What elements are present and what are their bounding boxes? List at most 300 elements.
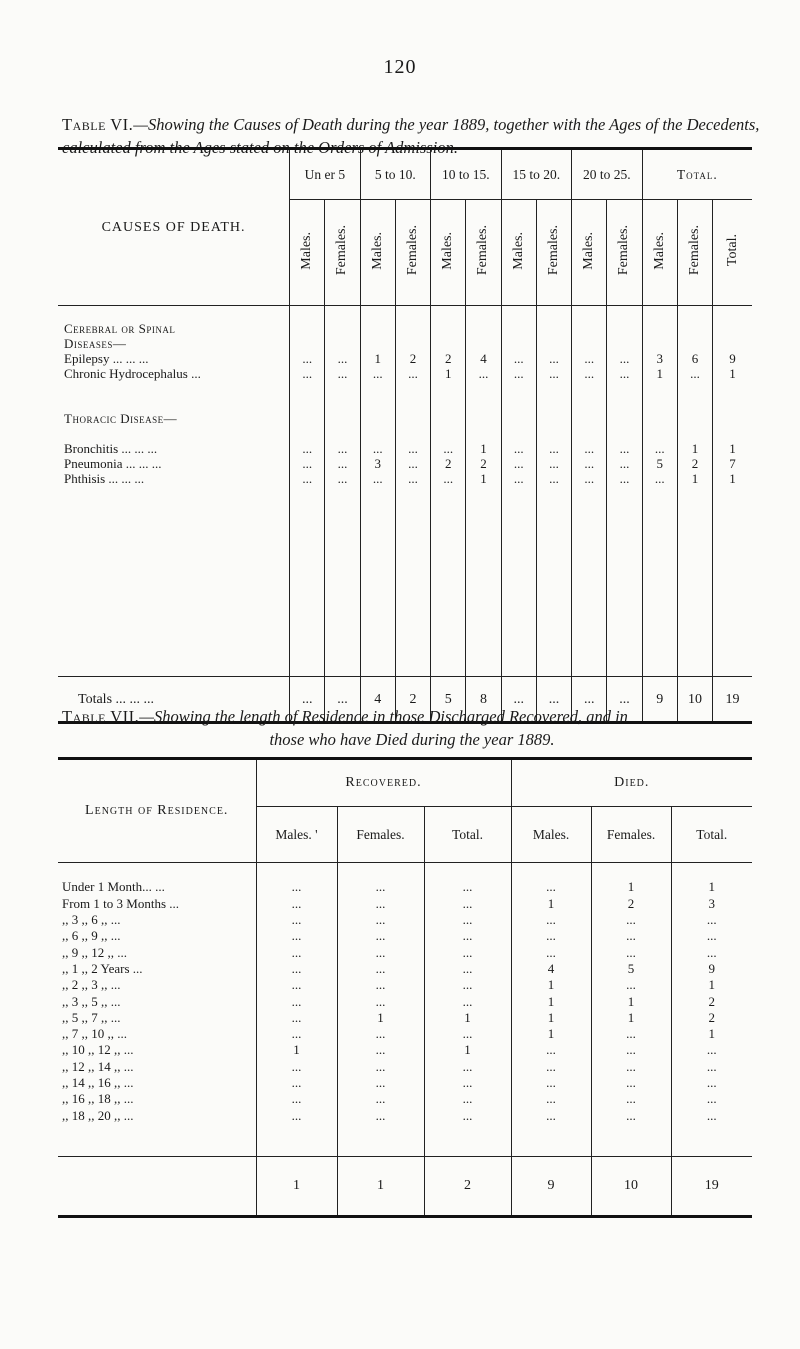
cell-value: 1: [713, 471, 752, 486]
cell-value: ...: [591, 1026, 671, 1042]
cell-value: [501, 411, 536, 426]
cause-row: [58, 441, 752, 456]
cell-value: [256, 1140, 337, 1157]
age-group-header: 10 to 15.: [431, 149, 502, 200]
cell-value: [713, 321, 752, 336]
cell-value: [511, 1140, 591, 1157]
cell-value: ...: [395, 366, 430, 381]
cell-value: ...: [431, 441, 466, 456]
cell-value: [671, 863, 752, 880]
cell-value: ...: [424, 944, 511, 960]
residence-label: ,, 3 ,, 5 ,, ...: [62, 993, 121, 1009]
cell-value: ...: [671, 1042, 752, 1058]
section-row: [58, 321, 752, 336]
cell-value: [501, 336, 536, 351]
cell-value: ...: [501, 471, 536, 486]
residence-row: [58, 993, 752, 1009]
cell-value: ...: [325, 456, 360, 471]
cell-value: ...: [395, 456, 430, 471]
cell-value: 1: [511, 993, 591, 1009]
cell-value: [431, 306, 466, 322]
cell-value: 1: [671, 879, 752, 895]
cell-value: ...: [325, 471, 360, 486]
cell-value: [325, 426, 360, 441]
residence-label: ,, 18 ,, 20 ,, ...: [62, 1107, 134, 1123]
cell-value: ...: [256, 1107, 337, 1123]
sub-header-females: Females.: [591, 807, 671, 863]
residence-row: [58, 863, 752, 880]
residence-label: ,, 9 ,, 12 ,, ...: [62, 944, 127, 960]
table7-caption: [62, 705, 762, 751]
cell-value: [325, 336, 360, 351]
cell-value: ...: [607, 366, 642, 381]
cause-label: [58, 381, 290, 396]
cell-value: 1: [671, 977, 752, 993]
cell-value: 6: [677, 351, 712, 366]
cell-value: ...: [325, 366, 360, 381]
cell-value: [290, 411, 325, 426]
cell-value: [677, 426, 712, 441]
cell-value: ...: [572, 456, 607, 471]
residence-label: [58, 1124, 256, 1140]
cell-value: 2: [677, 456, 712, 471]
cell-value: 1: [256, 1042, 337, 1058]
sub-header-females: Females.: [536, 200, 571, 306]
residence-row: [58, 961, 752, 977]
cell-value: 1: [591, 879, 671, 895]
sub-header-males: Males.: [501, 200, 536, 306]
cell-value: 9: [671, 961, 752, 977]
residence-label: [58, 863, 256, 880]
cell-value: ...: [591, 1091, 671, 1107]
cell-value: ...: [591, 1042, 671, 1058]
cell-value: ...: [511, 879, 591, 895]
cause-label: Phthisis ... ... ...: [64, 471, 145, 486]
sub-header-females: Females.: [395, 200, 430, 306]
cell-value: [536, 336, 571, 351]
cell-value: ...: [290, 441, 325, 456]
causes-of-death-table: [58, 147, 752, 724]
cell-value: ...: [337, 928, 424, 944]
cell-value: 1: [677, 441, 712, 456]
cell-value: [395, 426, 430, 441]
cell-value: 1: [511, 1010, 591, 1026]
cell-value: [713, 381, 752, 396]
cell-value: ...: [671, 1059, 752, 1075]
spacer-row: [58, 426, 752, 441]
sub-header-males: Males.: [572, 200, 607, 306]
cell-value: ...: [337, 1026, 424, 1042]
age-group-header: 15 to 20.: [501, 149, 572, 200]
residence-row: [58, 1140, 752, 1157]
cell-value: ...: [501, 456, 536, 471]
age-group-header: 5 to 10.: [360, 149, 431, 200]
cell-value: ...: [511, 1059, 591, 1075]
cell-value: ...: [424, 896, 511, 912]
cell-value: ...: [536, 351, 571, 366]
cell-value: ...: [256, 896, 337, 912]
cell-value: ...: [671, 1107, 752, 1123]
cell-value: 1: [511, 977, 591, 993]
cell-value: ...: [256, 912, 337, 928]
residence-row: [58, 1075, 752, 1091]
cell-value: [642, 411, 677, 426]
cell-value: [290, 321, 325, 336]
cell-value: [424, 1140, 511, 1157]
total-value: 19: [713, 677, 752, 723]
cell-value: ...: [290, 366, 325, 381]
residence-label: ,, 16 ,, 18 ,, ...: [62, 1091, 134, 1107]
sub-header-females: Females.: [607, 200, 642, 306]
cell-value: [395, 336, 430, 351]
age-group-header: 20 to 25.: [572, 149, 643, 200]
cell-value: [536, 381, 571, 396]
sub-header-total: Total.: [671, 807, 752, 863]
residence-label: ,, 5 ,, 7 ,, ...: [62, 1009, 121, 1025]
cell-value: ...: [591, 977, 671, 993]
cell-value: ...: [642, 471, 677, 486]
cell-value: [466, 426, 501, 441]
cell-value: ...: [256, 961, 337, 977]
cell-value: [713, 396, 752, 411]
residence-row: [58, 896, 752, 912]
cell-value: [290, 381, 325, 396]
cell-value: [466, 336, 501, 351]
total-value: 1: [337, 1157, 424, 1217]
cell-value: ...: [536, 441, 571, 456]
cell-value: 5: [642, 456, 677, 471]
cell-value: 2: [591, 896, 671, 912]
cell-value: ...: [395, 471, 430, 486]
residence-row: [58, 1107, 752, 1123]
cell-value: [395, 306, 430, 322]
cell-value: ...: [591, 928, 671, 944]
cell-value: [671, 1140, 752, 1157]
cell-value: [591, 1140, 671, 1157]
cell-value: [501, 381, 536, 396]
cell-value: ...: [536, 471, 571, 486]
cell-value: ...: [256, 977, 337, 993]
residence-label: [58, 1140, 256, 1157]
cell-value: ...: [572, 471, 607, 486]
cell-value: ...: [536, 366, 571, 381]
cell-value: [431, 321, 466, 336]
cell-value: 5: [591, 961, 671, 977]
cell-value: [431, 411, 466, 426]
cell-value: [572, 411, 607, 426]
cell-value: 1: [360, 351, 395, 366]
residence-row: [58, 1026, 752, 1042]
total-value: 8: [466, 677, 501, 723]
cell-value: ...: [290, 456, 325, 471]
cell-value: 9: [713, 351, 752, 366]
cell-value: ...: [325, 441, 360, 456]
cause-label: Pneumonia ... ... ...: [64, 456, 162, 471]
cell-value: ...: [607, 351, 642, 366]
cell-value: [360, 321, 395, 336]
residence-row: [58, 928, 752, 944]
cell-value: ...: [325, 351, 360, 366]
cell-value: ...: [424, 879, 511, 895]
sub-header-total: Total.: [424, 807, 511, 863]
residence-row: [58, 1091, 752, 1107]
cell-value: [337, 1124, 424, 1140]
total-value: 9: [511, 1157, 591, 1217]
cell-value: [677, 411, 712, 426]
cell-value: ...: [337, 1075, 424, 1091]
cell-value: [536, 411, 571, 426]
cell-value: [572, 396, 607, 411]
cell-value: 1: [337, 1010, 424, 1026]
cell-value: [713, 411, 752, 426]
spacer-row: [58, 381, 752, 396]
cell-value: [395, 321, 430, 336]
cell-value: ...: [360, 366, 395, 381]
cell-value: [511, 863, 591, 880]
cell-value: [713, 426, 752, 441]
cell-value: ...: [256, 944, 337, 960]
cell-value: ...: [511, 1042, 591, 1058]
cell-value: ...: [591, 1107, 671, 1123]
cause-label: Bronchitis ... ... ...: [64, 441, 158, 456]
table7-caption-text: —Showing the length of Residence in those Discharged Recovered, and in: [139, 707, 628, 726]
cell-value: ...: [337, 879, 424, 895]
cell-value: [572, 426, 607, 441]
cell-value: ...: [256, 1075, 337, 1091]
cell-value: ...: [256, 1091, 337, 1107]
cell-value: [501, 396, 536, 411]
cell-value: ...: [671, 1091, 752, 1107]
total-value: 4: [360, 677, 395, 723]
cell-value: ...: [424, 961, 511, 977]
cause-label: Cerebral or Spinal: [64, 321, 176, 336]
cell-value: 7: [713, 456, 752, 471]
cell-value: [536, 306, 571, 322]
cell-value: [671, 1124, 752, 1140]
cell-value: ...: [424, 1107, 511, 1123]
sub-header-females: Females.: [337, 807, 424, 863]
cell-value: 2: [466, 456, 501, 471]
cell-value: ...: [256, 1026, 337, 1042]
cell-value: ...: [591, 1075, 671, 1091]
cell-value: ...: [511, 1091, 591, 1107]
cell-value: [360, 306, 395, 322]
cause-row: [58, 351, 752, 366]
cell-value: [572, 306, 607, 322]
cell-value: [325, 321, 360, 336]
sub-header-males: Males. ': [256, 807, 337, 863]
cell-value: [466, 321, 501, 336]
cause-label: Epilepsy ... ... ...: [64, 351, 149, 366]
cell-value: [642, 321, 677, 336]
cell-value: ...: [671, 1075, 752, 1091]
residence-label: ,, 7 ,, 10 ,, ...: [62, 1026, 127, 1042]
cell-value: [642, 336, 677, 351]
residence-label: ,, 2 ,, 3 ,, ...: [62, 977, 121, 993]
cell-value: [642, 306, 677, 322]
section-row: [58, 336, 752, 351]
cell-value: 1: [713, 366, 752, 381]
cell-value: ...: [607, 441, 642, 456]
cell-value: [572, 321, 607, 336]
cell-value: [713, 306, 752, 322]
total-value: ...: [325, 677, 360, 723]
cell-value: [677, 381, 712, 396]
cell-value: ...: [501, 351, 536, 366]
cell-value: [572, 336, 607, 351]
cell-value: ...: [424, 1059, 511, 1075]
cell-value: ...: [395, 441, 430, 456]
residence-label: ,, 3 ,, 6 ,, ...: [62, 912, 121, 928]
total-value: 1: [256, 1157, 337, 1217]
cell-value: 3: [671, 896, 752, 912]
cell-value: [325, 306, 360, 322]
cell-value: ...: [337, 1091, 424, 1107]
cell-value: [607, 321, 642, 336]
total-value: ...: [536, 677, 571, 723]
cell-value: [501, 306, 536, 322]
cell-value: ...: [511, 944, 591, 960]
cell-value: [431, 396, 466, 411]
cell-value: ...: [424, 928, 511, 944]
cell-value: ...: [337, 944, 424, 960]
cell-value: ...: [424, 1091, 511, 1107]
cell-value: [466, 396, 501, 411]
residence-label: ,, 1 ,, 2 Years ...: [62, 960, 143, 976]
sub-header-females: Females.: [466, 200, 501, 306]
cell-value: [536, 396, 571, 411]
totals-row: [58, 1157, 752, 1217]
total-value: 19: [671, 1157, 752, 1217]
sub-header-females: Females.: [325, 200, 360, 306]
cell-value: [536, 321, 571, 336]
cause-label: [58, 306, 290, 322]
cell-value: [290, 336, 325, 351]
cell-value: ...: [424, 1026, 511, 1042]
cell-value: [591, 1124, 671, 1140]
cell-value: [290, 426, 325, 441]
residence-row: [58, 1010, 752, 1026]
cell-value: [607, 381, 642, 396]
cell-value: [360, 396, 395, 411]
total-value: 5: [431, 677, 466, 723]
cell-value: 1: [424, 1042, 511, 1058]
cause-row: [58, 471, 752, 486]
cell-value: ...: [466, 366, 501, 381]
sub-header-males: Males.: [431, 200, 466, 306]
cell-value: ...: [501, 366, 536, 381]
cell-value: ...: [337, 1042, 424, 1058]
sub-header-males: Males.: [642, 200, 677, 306]
cell-value: [395, 411, 430, 426]
sub-header-males: Males.: [290, 200, 325, 306]
cell-value: [466, 381, 501, 396]
cell-value: 1: [511, 896, 591, 912]
cell-value: ...: [337, 993, 424, 1009]
cell-value: [424, 1124, 511, 1140]
total-value: ...: [290, 677, 325, 723]
cause-label: Diseases—: [64, 336, 127, 351]
cell-value: ...: [591, 1059, 671, 1075]
cell-value: ...: [511, 912, 591, 928]
cell-value: ...: [360, 471, 395, 486]
cell-value: 1: [591, 1010, 671, 1026]
residence-length-table: [58, 757, 752, 1218]
cell-value: ...: [607, 456, 642, 471]
residence-label: ,, 10 ,, 12 ,, ...: [62, 1042, 134, 1058]
residence-label: ,, 6 ,, 9 ,, ...: [62, 928, 121, 944]
cell-value: 1: [511, 1026, 591, 1042]
cell-value: 2: [395, 351, 430, 366]
page-number: 120: [383, 56, 417, 78]
cell-value: [607, 396, 642, 411]
causes-header: CAUSES OF DEATH.: [58, 149, 290, 306]
cell-value: [607, 411, 642, 426]
cell-value: ...: [572, 351, 607, 366]
cause-row: [58, 366, 752, 381]
table7-caption-lead: Table VII.: [62, 707, 140, 726]
cell-value: [642, 426, 677, 441]
cell-value: ...: [511, 1075, 591, 1091]
recovered-header: Recovered.: [256, 759, 511, 807]
cell-value: [501, 426, 536, 441]
cell-value: ...: [671, 928, 752, 944]
cell-value: [607, 426, 642, 441]
sub-header-males: Males.: [360, 200, 395, 306]
cell-value: 2: [671, 1010, 752, 1026]
cell-value: ...: [501, 441, 536, 456]
cell-value: [677, 336, 712, 351]
cell-value: ...: [256, 993, 337, 1009]
residence-label: ,, 14 ,, 16 ,, ...: [62, 1075, 134, 1090]
cell-value: ...: [290, 351, 325, 366]
total-value: 2: [424, 1157, 511, 1217]
cell-value: [360, 381, 395, 396]
cell-value: ...: [591, 912, 671, 928]
sub-header-females: Females.: [677, 200, 712, 306]
cell-value: 2: [431, 351, 466, 366]
cell-value: [395, 381, 430, 396]
section-row: [58, 411, 752, 426]
cell-value: [325, 381, 360, 396]
residence-label: From 1 to 3 Months ...: [62, 895, 180, 911]
table7-caption-line2: those who have Died during the year 1889.: [269, 730, 555, 749]
residence-row: [58, 912, 752, 928]
spacer-row: [58, 396, 752, 411]
cell-value: ...: [431, 471, 466, 486]
cell-value: [677, 306, 712, 322]
total-value: 2: [395, 677, 430, 723]
cell-value: 3: [642, 351, 677, 366]
cell-value: [431, 336, 466, 351]
residence-row: [58, 944, 752, 960]
cell-value: ...: [360, 441, 395, 456]
cell-value: ...: [642, 441, 677, 456]
cell-value: 2: [431, 456, 466, 471]
cell-value: [424, 863, 511, 880]
residence-row: [58, 977, 752, 993]
cell-value: [337, 863, 424, 880]
cell-value: 1: [466, 471, 501, 486]
cell-value: ...: [337, 1107, 424, 1123]
cell-value: ...: [536, 456, 571, 471]
residence-row: [58, 879, 752, 895]
cell-value: 1: [713, 441, 752, 456]
cell-value: [431, 381, 466, 396]
cell-value: [395, 396, 430, 411]
total-value: ...: [501, 677, 536, 723]
cell-value: ...: [337, 912, 424, 928]
